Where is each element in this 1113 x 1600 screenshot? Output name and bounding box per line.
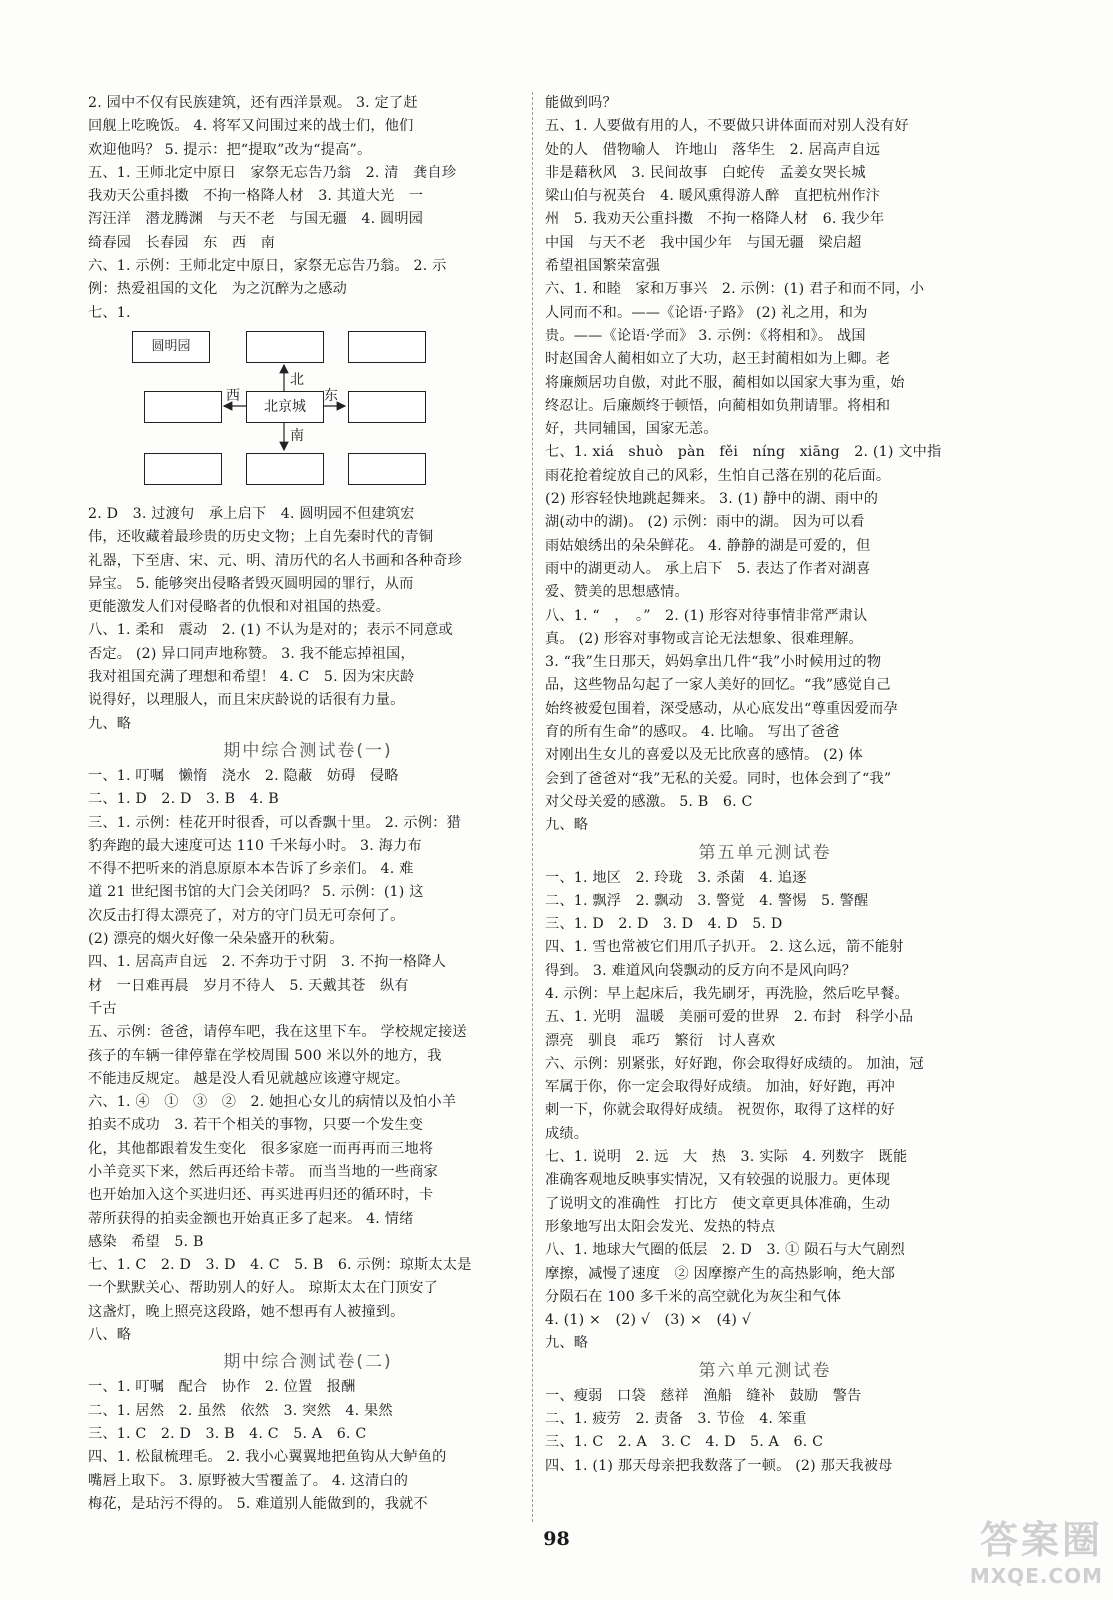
answer-line: 2. 园中不仅有民族建筑，还有西洋景观。 3. 定了赶	[88, 95, 418, 111]
diagram-label-north: 北	[290, 371, 304, 388]
answer-line: 异宝。 5. 能够突出侵略者毁灭圆明园的罪行，从而	[88, 575, 414, 592]
answer-line: 处的人 借物喻人 许地山 落华生 2. 居高声自远	[545, 141, 881, 158]
answer-line: 例：热爱祖国的文化 为之沉醉为之感动	[88, 281, 347, 298]
answer-line: 摩擦，减慢了速度 ② 因摩擦产生的高热影响，绝大部	[545, 1265, 896, 1282]
answer-line: 3. “我”生日那天，妈妈拿出几件“我”小时候用过的物	[545, 654, 882, 671]
answer-line: 二、1. 疲劳 2. 责备 3. 节俭 4. 笨重	[545, 1411, 807, 1428]
answer-line: 千古	[88, 1000, 117, 1017]
diagram-label-south: 南	[290, 427, 304, 444]
answer-line: 五、1. 王师北定中原日 家祭无忘告乃翁 2. 清 龚自珍	[88, 164, 457, 181]
diagram-box-yuanmingyuan: 圆明园	[132, 331, 210, 363]
answer-line: 这盏灯，晚上照亮这段路，她不想再有人被撞到。	[88, 1303, 405, 1320]
answer-line: 4. (1) × (2) √ (3) × (4) √	[545, 1312, 752, 1329]
answer-line: 漂亮 驯良 乖巧 繁衍 讨人喜欢	[545, 1032, 776, 1049]
watermark-url: MXQE.COM	[969, 1564, 1103, 1588]
right-block-1	[545, 92, 985, 838]
answer-line: 二、1. 居然 2. 虽然 依然 3. 突然 4. 果然	[88, 1402, 393, 1419]
answer-line: 梅花，是玷污不得的。 5. 难道别人能做到的，我就不	[88, 1495, 428, 1512]
answer-line: 对父母关爱的感激。 5. B 6. C	[545, 793, 753, 810]
answer-line: 七、1. xiá shuò pàn fěi níng xiāng 2. (1) 文中指	[545, 444, 942, 461]
answer-line: 四、1. (1) 那天母亲把我数落了一顿。 (2) 那天我被母	[545, 1457, 893, 1474]
answer-line: 不得不把听来的消息原原本本告诉了乡亲们。 4. 难	[88, 861, 414, 878]
answer-line: 九、略	[88, 715, 132, 732]
answer-line: 七、1. C 2. D 3. D 4. C 5. B 6. 示例：琼斯太太是	[88, 1257, 472, 1274]
answer-line: (2) 漂亮的烟火好像一朵朵盛开的秋菊。	[88, 931, 344, 948]
answer-line: (2) 形容轻快地跳起舞来。 3. (1) 静中的湖、雨中的	[545, 491, 879, 508]
answer-line: 八、1. 柔和 震动 2. (1) 不认为是对的；表示不同意或	[88, 622, 453, 639]
answer-line: 时赵国舍人蔺相如立了大功，赵王封蔺相如为上卿。老	[545, 351, 891, 368]
answer-line: 爱、赞美的思想感情。	[545, 584, 689, 601]
answer-line: 八、1. “ ， 。” 2. (1) 形容对待事情非常严肃认	[545, 607, 868, 624]
answer-line: 一、1. 叮嘱 配合 协作 2. 位置 报酬	[88, 1379, 356, 1396]
section-heading-unit-6: 第六单元测试卷	[698, 1360, 832, 1381]
answer-line: 拍卖不成功 3. 若干个相关的事物，只要一个发生变	[88, 1117, 424, 1134]
left-column	[88, 92, 528, 1516]
answer-line: 州 5. 我劝天公重抖擞 不拘一格降人材 6. 我少年	[545, 211, 885, 228]
answer-line: 豹奔跑的最大速度可达 110 千米每小时。 3. 海力布	[88, 837, 422, 854]
section-heading-unit-5: 第五单元测试卷	[698, 842, 832, 863]
answer-line: 雨姑娘绣出的朵朵鲜花。 4. 静静的湖是可爱的，但	[545, 537, 871, 554]
left-block-3	[88, 765, 528, 1347]
yuanmingyuan-diagram	[88, 325, 528, 503]
answer-line: 了说明文的准确性 打比方 使文章更具体准确，生动	[545, 1195, 891, 1212]
answer-line: 九、略	[545, 1335, 589, 1352]
answer-line: 化，其他都跟着发生变化 很多家庭一而再再而三地将	[88, 1140, 434, 1157]
answer-line: 4. 示例：早上起床后，我先刷牙，再洗脸，然后吃早餐。	[545, 985, 909, 1002]
answer-line: 一、1. 叮嘱 懒惰 浇水 2. 隐蔽 妨碍 侵略	[88, 767, 399, 784]
answer-line: 雨花抢着绽放自己的风彩，生怕自己落在别的花后面。	[545, 467, 891, 484]
left-block-1	[88, 92, 528, 325]
answer-line: 蒂所获得的拍卖金额也开始真正多了起来。 4. 情绪	[88, 1210, 414, 1227]
answer-line: 六、1. 和睦 家和万事兴 2. 示例：(1) 君子和而不同，小	[545, 281, 925, 298]
right-block-3	[545, 1385, 985, 1478]
answer-line: 孩子的车辆一律停靠在学校周围 500 米以外的地方，我	[88, 1047, 442, 1064]
answer-line: 好，共同辅国，国家无恙。	[545, 421, 718, 438]
answer-line: 三、1. C 2. D 3. B 4. C 5. A 6. C	[88, 1425, 367, 1442]
answer-line: 会到了爸爸对“我”无私的关爱。同时，也体会到了“我”	[545, 770, 892, 787]
answer-line: 分陨石在 100 多千米的高空就化为灰尘和气体	[545, 1288, 842, 1305]
answer-line: 2. D 3. 过渡句 承上启下 4. 圆明园不但建筑宏	[88, 505, 415, 522]
answer-line: 说得好，以理服人，而且宋庆龄说的话很有力量。	[88, 692, 405, 709]
answer-line: 道 21 世纪图书馆的大门会关闭吗？ 5. 示例：(1) 这	[88, 884, 424, 901]
answer-line: 二、1. D 2. D 3. B 4. B	[88, 791, 279, 808]
section-heading-midterm-1: 期中综合测试卷(一)	[223, 740, 393, 761]
answer-line: 八、1. 地球大气圈的低层 2. D 3. ① 陨石与大气剧烈	[545, 1242, 905, 1259]
answer-line: 回舰上吃晚饭。 4. 将军又问围过来的战士们，他们	[88, 118, 414, 135]
answer-line: 欢迎他吗？ 5. 提示：把“提取”改为“提高”。	[88, 141, 372, 158]
answer-line: 伟，还收藏着最珍贵的历史文物；上自先秦时代的青铜	[88, 529, 434, 546]
section-heading-midterm-2: 期中综合测试卷(二)	[223, 1352, 393, 1373]
answer-line: 礼器，下至唐、宋、元、明、清历代的名人书画和各种奇珍	[88, 552, 463, 569]
answer-line: 军属于你，你一定会取得好成绩。 加油，好好跑，再冲	[545, 1079, 896, 1096]
answer-line: 四、1. 雪也常被它们用爪子扒开。 2. 这么远，箭不能射	[545, 939, 904, 956]
answer-line: 品，这些物品勾起了一家人美好的回忆。“我”感觉自己	[545, 677, 891, 694]
diagram-label-east: 东	[324, 387, 338, 404]
answer-line: 湖(动中的湖)。 (2) 示例：雨中的湖。 因为可以看	[545, 514, 865, 531]
answer-line: 我对祖国充满了理想和希望！ 4. C 5. 因为宋庆龄	[88, 669, 415, 686]
answer-line: 感染 希望 5. B	[88, 1233, 204, 1250]
answer-line: 四、1. 松鼠梳理毛。 2. 我小心翼翼地把鱼钩从大鲈鱼的	[88, 1449, 447, 1466]
answer-line: 五、1. 人要做有用的人，不要做只讲体面而对别人没有好	[545, 118, 909, 135]
answer-line: 四、1. 居高声自远 2. 不奔功于寸阴 3. 不拘一格降人	[88, 954, 447, 971]
answer-line: 一个默默关心、帮助别人的好人。 琼斯太太在门顶安了	[88, 1280, 439, 1297]
answer-line: 希望祖国繁荣富强	[545, 258, 661, 275]
answer-line: 能做到吗？	[545, 95, 617, 111]
answer-line: 六、1. ④ ① ③ ② 2. 她担心女儿的病情以及怕小羊	[88, 1094, 457, 1111]
answer-line: 将廉颇居功自傲，对此不服，蔺相如以国家大事为重，始	[545, 374, 905, 391]
answer-line: 嘴唇上取下。 3. 原野被大雪覆盖了。 4. 这清白的	[88, 1472, 409, 1489]
answer-line: 形象地写出太阳会发光、发热的特点	[545, 1218, 776, 1235]
answer-line: 三、1. D 2. D 3. D 4. D 5. D	[545, 916, 783, 933]
watermark-logo	[970, 1509, 1103, 1588]
answer-line: 成绩。	[545, 1125, 589, 1142]
answer-line: 小羊竞买下来，然后再还给卡蒂。 而当当地的一些商家	[88, 1163, 439, 1180]
answer-line: 中国 与天不老 我中国少年 与国无疆 梁启超	[545, 234, 862, 251]
answer-line: 九、略	[545, 817, 589, 834]
answer-line: 五、1. 光明 温暖 美丽可爱的世界 2. 布封 科学小品	[545, 1009, 914, 1026]
answer-line: 我劝天公重抖擞 不拘一格降人材 3. 其道大光 一	[88, 188, 424, 205]
watermark-logo-text: 答案圈	[979, 1518, 1103, 1562]
answer-line: 更能激发人们对侵略者的仇恨和对祖国的热爱。	[88, 599, 391, 616]
answer-line: 一、瘦弱 口袋 慈祥 渔船 缝补 鼓励 警告	[545, 1387, 862, 1404]
right-column	[545, 92, 985, 1478]
answer-line: 泻汪洋 潜龙腾渊 与天不老 与国无疆 4. 圆明园	[88, 211, 424, 228]
left-block-2	[88, 503, 528, 736]
column-divider	[532, 92, 533, 1522]
answer-line: 雨中的湖更动人。 承上启下 5. 表达了作者对湖喜	[545, 560, 871, 577]
answer-line: 六、示例：别紧张，好好跑，你会取得好成绩的。 加油，冠	[545, 1055, 924, 1072]
answer-line: 绮春园 长春园 东 西 南	[88, 234, 276, 251]
answer-line: 七、1.	[88, 304, 131, 321]
answer-line: 始终被爱包围着，深受感动，从心底发出“尊重因爱而孕	[545, 700, 898, 717]
diagram-box-beijing: 北京城	[246, 391, 324, 423]
answer-line: 刺一下，你就会取得好成绩。 祝贺你，取得了这样的好	[545, 1102, 896, 1119]
answer-line: 材 一日难再晨 岁月不待人 5. 天戴其苍 纵有	[88, 977, 409, 994]
answer-line: 八、略	[88, 1327, 132, 1344]
answer-line: 终忍让。后廉颇终于顿悟，向蔺相如负荆请罪。将相和	[545, 397, 891, 414]
answer-line: 一、1. 地区 2. 玲珑 3. 杀菌 4. 追逐	[545, 869, 807, 886]
left-block-4	[88, 1376, 528, 1516]
answer-line: 也开始加入这个买进归还、再买进再归还的循环时，卡	[88, 1187, 434, 1204]
answer-line: 不能违反规定。 越是没人看见就越应该遵守规定。	[88, 1070, 410, 1087]
answer-line: 贵。——《论语·学而》 3. 示例：《将相和》。 战国	[545, 327, 866, 344]
answer-line: 六、1. 示例：王师北定中原日，家祭无忘告乃翁。 2. 示	[88, 258, 447, 275]
diagram-arrows	[88, 325, 448, 503]
answer-line: 二、1. 飘浮 2. 飘动 3. 警觉 4. 警惕 5. 警醒	[545, 892, 869, 909]
answer-line: 得到。 3. 难道风向袋飘动的反方向不是风向吗？	[545, 962, 857, 979]
diagram-label-west: 西	[226, 387, 240, 404]
answer-line: 三、1. C 2. A 3. C 4. D 5. A 6. C	[545, 1434, 824, 1451]
answer-line: 真。 (2) 形容对事物或言论无法想象、很难理解。	[545, 630, 863, 647]
page-number: 98	[543, 1528, 570, 1550]
right-block-2	[545, 867, 985, 1356]
answer-line: 非是藉秋风 3. 民间故事 白蛇传 孟姜女哭长城	[545, 164, 866, 181]
answer-line: 梁山伯与祝英台 4. 暖风熏得游人醉 直把杭州作汴	[545, 188, 881, 205]
answer-line: 次反击打得太漂亮了，对方的守门员无可奈何了。	[88, 907, 405, 924]
answer-line: 人同而不和。——《论语·子路》 (2) 礼之用，和为	[545, 304, 868, 321]
answer-line: 否定。 (2) 异口同声地称赞。 3. 我不能忘掉祖国，	[88, 645, 415, 662]
answer-line: 对刚出生女儿的喜爱以及无比欣喜的感情。 (2) 体	[545, 747, 863, 764]
answer-line: 准确客观地反映事实情况，又有较强的说服力。更体现	[545, 1172, 891, 1189]
answer-line: 五、示例：爸爸，请停车吧，我在这里下车。 学校规定接送	[88, 1024, 467, 1041]
answer-line: 七、1. 说明 2. 远 大 热 3. 实际 4. 列数字 既能	[545, 1149, 908, 1166]
answer-line: 三、1. 示例：桂花开时很香，可以香飘十里。 2. 示例：猎	[88, 814, 461, 831]
answer-line: 育的所有生命”的感叹。 4. 比喻。 写出了爸爸	[545, 724, 840, 741]
